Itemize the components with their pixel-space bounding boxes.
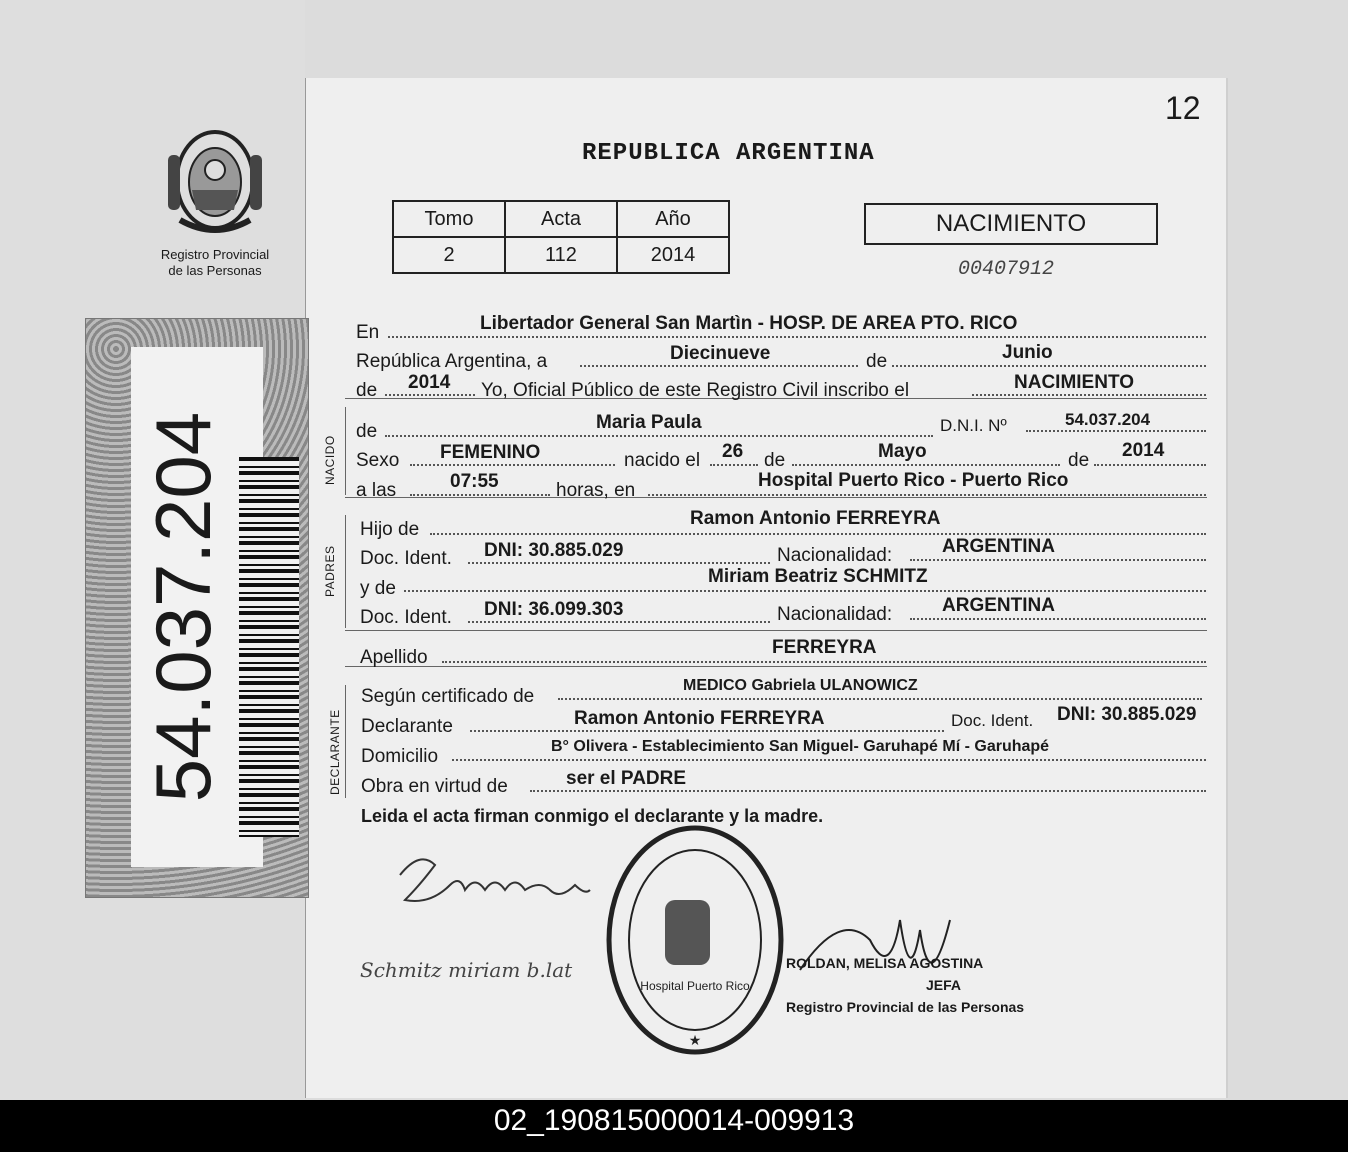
registry-name — [140, 247, 290, 279]
section-line-nacido — [345, 407, 346, 495]
label-en: En — [356, 322, 380, 343]
label-nacionalidad: Nacionalidad: — [777, 604, 893, 625]
place-value: Libertador General San Martìn - HOSP. DE AREA PTO. RICO — [480, 313, 1018, 334]
file-id: 02_190815000014-009913 — [493, 1104, 855, 1137]
label-de: de — [764, 450, 786, 471]
registry-name-line1: Registro Provincial — [160, 247, 270, 262]
dotted-line — [410, 494, 550, 496]
barcode — [239, 457, 299, 837]
dotted-line — [452, 759, 1206, 761]
dotted-line — [430, 533, 1206, 535]
svg-text:Hospital Puerto Rico: Hospital Puerto Rico — [640, 979, 750, 993]
dotted-line — [710, 464, 758, 466]
label-de: de — [356, 421, 378, 442]
dotted-line — [558, 698, 1202, 700]
divider — [345, 630, 1207, 631]
official-org: Registro Provincial de las Personas — [786, 999, 1025, 1015]
province-crest-icon — [160, 120, 270, 240]
official-name: ROLDAN, MELISA AGOSTINA — [786, 955, 984, 971]
official-block — [786, 952, 1024, 1018]
surname-value: FERREYRA — [772, 637, 877, 658]
label-segun: Según certificado de — [361, 686, 535, 707]
dotted-line — [385, 435, 933, 437]
dni-value: 54.037.204 — [1065, 410, 1151, 429]
registry-header-row — [393, 201, 729, 237]
label-obra: Obra en virtud de — [361, 776, 508, 797]
day-value: Diecinueve — [670, 343, 771, 364]
act-type-value: NACIMIENTO — [1014, 372, 1134, 393]
mother-nationality-value: ARGENTINA — [942, 595, 1055, 616]
label-dni: D.N.I. Nº — [940, 416, 1007, 435]
birth-time-value: 07:55 — [450, 471, 499, 492]
label-doc: Doc. Ident. — [360, 548, 452, 569]
dotted-line — [468, 621, 770, 623]
value-acta: 112 — [505, 237, 617, 273]
closing-statement: Leida el acta firman conmigo el declarante y la madre. — [361, 806, 824, 826]
month-value: Junio — [1002, 342, 1053, 363]
dotted-line — [410, 464, 615, 466]
dotted-line — [1026, 430, 1206, 432]
official-role: JEFA — [926, 977, 962, 993]
dni-panel — [85, 318, 309, 898]
page-number: 12 — [1165, 90, 1201, 126]
label-apellido: Apellido — [360, 647, 428, 668]
label-republica: República Argentina, a — [356, 351, 548, 372]
label-nacionalidad: Nacionalidad: — [777, 545, 893, 566]
label-doc: Doc. Ident. — [360, 607, 452, 628]
sex-value: FEMENINO — [440, 442, 541, 463]
header-acta: Acta — [505, 201, 617, 237]
birth-place-value: Hospital Puerto Rico - Puerto Rico — [758, 470, 1069, 491]
registry-table — [392, 200, 730, 274]
dotted-line — [648, 494, 1206, 496]
year-value: 2014 — [408, 372, 451, 393]
address-value: B° Olivera - Establecimiento San Miguel- Garuhapé Mí - Garuhapé — [551, 738, 1050, 755]
birth-day-value: 26 — [722, 441, 744, 462]
dotted-line — [388, 336, 1206, 338]
dotted-line — [1094, 464, 1206, 466]
registry-value-row — [393, 237, 729, 273]
label-de: de — [866, 351, 888, 372]
father-nationality-value: ARGENTINA — [942, 536, 1055, 557]
divider — [345, 497, 1207, 498]
mother-doc-value: DNI: 36.099.303 — [484, 599, 624, 620]
dotted-line — [910, 559, 1206, 561]
label-nacido: nacido el — [624, 450, 701, 471]
document-title: REPUBLICA ARGENTINA — [582, 140, 875, 167]
birth-month-value: Mayo — [878, 441, 927, 462]
label-declarante: Declarante — [361, 716, 453, 737]
label-doc: Doc. Ident. — [951, 711, 1034, 730]
section-label-nacido: NACIDO — [323, 435, 337, 485]
label-domicilio: Domicilio — [361, 746, 439, 767]
dotted-line — [792, 464, 1060, 466]
label-de: de — [1068, 450, 1090, 471]
dotted-line — [580, 365, 858, 367]
dotted-line — [892, 365, 1206, 367]
name-value: Maria Paula — [596, 412, 702, 433]
header-tomo: Tomo — [393, 201, 505, 237]
mother-value: Miriam Beatriz SCHMITZ — [708, 566, 928, 587]
declarant-doc-value: DNI: 30.885.029 — [1057, 704, 1197, 725]
value-ano: 2014 — [617, 237, 729, 273]
birth-year-value: 2014 — [1122, 440, 1165, 461]
registry-name-line2: de las Personas — [168, 263, 262, 278]
oficial-text: Yo, Oficial Público de este Registro Civil inscribo el — [481, 380, 910, 401]
registry-seal-icon — [600, 820, 790, 1060]
certificate-value: MEDICO Gabriela ULANOWICZ — [683, 677, 918, 694]
record-type-box: NACIMIENTO — [864, 203, 1158, 245]
father-value: Ramon Antonio FERREYRA — [690, 508, 941, 529]
declarant-value: Ramon Antonio FERREYRA — [574, 708, 825, 729]
mother-signature: Schmitz miriam b.lat — [360, 958, 573, 982]
label-horas: horas, en — [556, 480, 636, 501]
father-doc-value: DNI: 30.885.029 — [484, 540, 624, 561]
capacity-value: ser el PADRE — [566, 768, 687, 789]
dotted-line — [470, 730, 944, 732]
father-signature — [390, 845, 600, 925]
label-alas: a las — [356, 480, 397, 501]
section-line-padres — [345, 515, 346, 628]
dotted-line — [468, 562, 770, 564]
dni-panel-inner — [131, 347, 263, 867]
dotted-line — [910, 618, 1206, 620]
dotted-line — [385, 394, 475, 396]
section-label-padres: PADRES — [323, 545, 337, 597]
label-yde: y de — [360, 578, 396, 599]
header-ano: Año — [617, 201, 729, 237]
dotted-line — [530, 790, 1206, 792]
section-line-declarante — [345, 685, 346, 798]
divider — [345, 666, 1207, 667]
serial-number: 00407912 — [958, 258, 1055, 281]
label-hijo: Hijo de — [360, 519, 420, 540]
section-label-declarante: DECLARANTE — [328, 709, 342, 795]
dotted-line — [404, 590, 1206, 592]
value-tomo: 2 — [393, 237, 505, 273]
label-sexo: Sexo — [356, 450, 400, 471]
label-de: de — [356, 380, 378, 401]
dotted-line — [442, 661, 1206, 663]
svg-text:★: ★ — [688, 1032, 702, 1048]
dotted-line — [972, 394, 1206, 396]
dni-number: 54.037.204 — [139, 411, 227, 803]
